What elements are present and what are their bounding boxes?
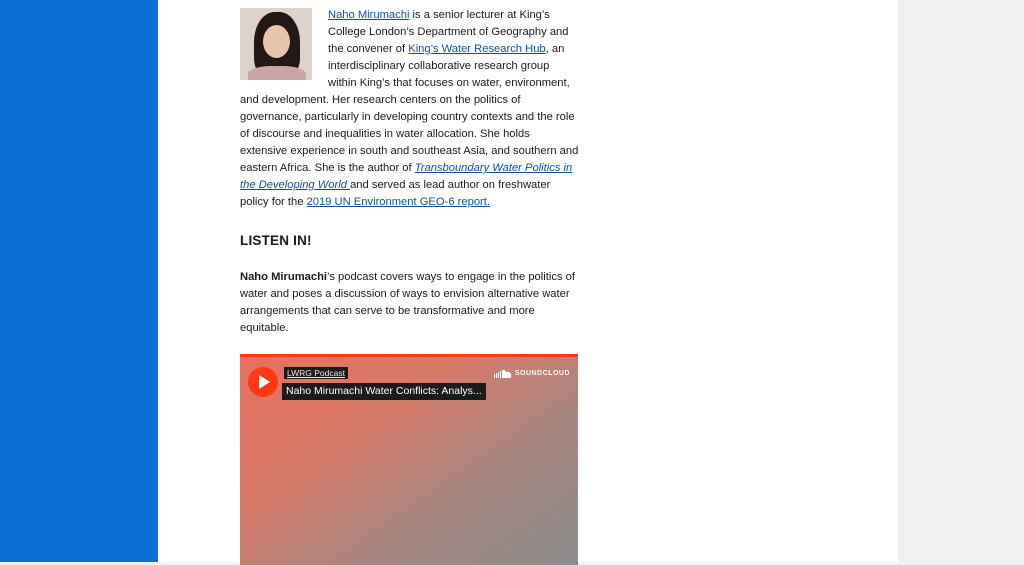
bio-text-2: , an interdisciplinary collaborative research group within King’s that focuses on water, environment, and development. Her research centers on the politics of governance, particularly in developing country contexts and the role of discourse and inequalities in water allocation. She holds extensive experience in south and southeast Asia, and southern and eastern Africa. She is the author of: [240, 43, 579, 174]
soundcloud-player[interactable]: [240, 354, 578, 565]
left-sidebar: [0, 0, 158, 562]
book-link[interactable]: Transboundary Water Politics in the Developing World: [240, 162, 573, 191]
author-name-link[interactable]: Naho Mirumachi: [328, 9, 410, 21]
research-hub-link[interactable]: King’s Water Research Hub: [408, 43, 546, 55]
author-photo: [240, 8, 312, 80]
soundcloud-label: SOUNDCLOUD: [514, 370, 570, 377]
track-title[interactable]: Naho Mirumachi Water Conflicts: Analys...: [282, 383, 486, 400]
author-bio: [240, 7, 580, 211]
play-button[interactable]: [248, 367, 278, 397]
right-gutter: [898, 0, 1024, 562]
podcast-description-text: ’s podcast covers ways to engage in the politics of water and poses a discussion of ways to envision alternative water arrangements that can serve to be transformative and more equitable.: [240, 271, 575, 334]
soundcloud-cloud-icon: [494, 369, 512, 378]
section-heading: LISTEN IN!: [240, 233, 312, 248]
podcast-author-name: Naho Mirumachi: [240, 271, 328, 283]
bio-text-1: is a senior lecturer at King’s College London’s Department of Geography and the convener of: [328, 9, 569, 55]
bio-text-3: and served as lead author on freshwater policy for the: [240, 179, 551, 208]
podcast-user-link[interactable]: LWRG Podcast: [284, 367, 348, 379]
soundcloud-logo[interactable]: [494, 369, 570, 378]
report-link[interactable]: 2019 UN Environment GEO-6 report.: [306, 196, 490, 208]
podcast-description: [240, 269, 580, 337]
play-icon: [259, 375, 270, 389]
